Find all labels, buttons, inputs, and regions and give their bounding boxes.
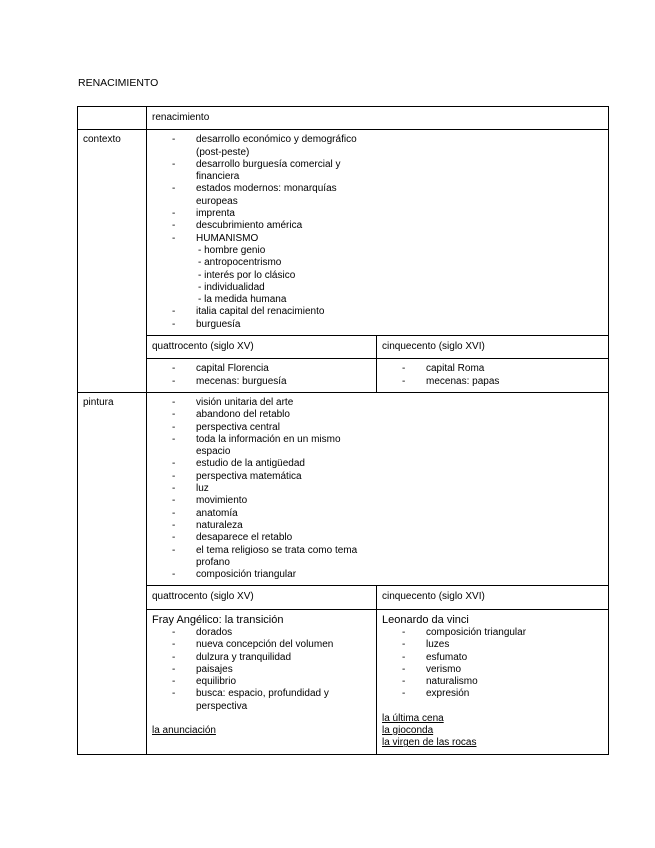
spacer xyxy=(382,701,603,713)
humanismo-label: HUMANISMO xyxy=(196,232,259,244)
contexto-row xyxy=(78,130,609,336)
pintura-cinquecento-header: cinquecento (siglo XVI) xyxy=(377,586,609,609)
list-item: - desarrollo económico y demográfico (post-peste) xyxy=(170,134,370,159)
list-item: - desaparece el retablo xyxy=(170,532,370,544)
pintura-label: pintura xyxy=(78,392,147,754)
list-item: - composición triangular xyxy=(170,569,370,581)
leonardo-list xyxy=(382,627,603,701)
list-item: - toda la información en un mismo espacio xyxy=(170,434,370,459)
list-item: - luzes xyxy=(400,639,603,651)
list-item: - movimiento xyxy=(170,495,370,507)
contexto-cinquecento-cell xyxy=(377,359,609,393)
artist-leonardo: Leonardo da vinci xyxy=(382,613,469,626)
sub-list-item: - antropocentrismo xyxy=(198,257,366,269)
empty-corner-cell xyxy=(78,107,147,130)
artwork-la-gioconda: la gioconda xyxy=(382,725,434,737)
list-item: - estudio de la antigüedad xyxy=(170,458,370,470)
contexto-label: contexto xyxy=(78,130,147,393)
list-item: - el tema religioso se trata como tema profano xyxy=(170,545,370,570)
sub-list-item: - individualidad xyxy=(198,282,366,294)
list-item: - equilibrio xyxy=(170,676,371,688)
list-item: - mecenas: papas xyxy=(400,376,603,388)
pintura-quattrocento-header: quattrocento (siglo XV) xyxy=(147,586,377,609)
list-item: - dorados xyxy=(170,627,371,639)
artwork-la-virgen-de-las-rocas: la virgen de las rocas xyxy=(382,737,477,749)
list-item: - anatomía xyxy=(170,508,370,520)
contexto-quattrocento-cell xyxy=(147,359,377,393)
list-item: - naturalismo xyxy=(400,676,603,688)
contexto-cinquecento-header: cinquecento (siglo XVI) xyxy=(377,336,609,359)
list-item: - desarrollo burguesía comercial y financiera xyxy=(170,159,370,184)
artist-fray-angelico: Fray Angélico: la transición xyxy=(152,613,284,626)
sub-list-item: - interés por lo clásico xyxy=(198,270,366,282)
pintura-content xyxy=(147,392,609,585)
pintura-list xyxy=(152,397,370,581)
list-item: - paisajes xyxy=(170,664,371,676)
pintura-quattrocento-cell xyxy=(147,609,377,754)
table-header-row xyxy=(78,107,609,130)
contexto-cinquecento-list xyxy=(382,363,603,388)
pintura-cinquecento-cell xyxy=(377,609,609,754)
contexto-content xyxy=(147,130,609,336)
contexto-quattrocento-list xyxy=(152,363,371,388)
artwork-la-anunciacion: la anunciación xyxy=(152,725,216,737)
contexto-list xyxy=(152,134,370,331)
sub-list-item: - la medida humana xyxy=(198,294,366,306)
fray-angelico-list xyxy=(152,627,371,713)
list-item: - mecenas: burguesía xyxy=(170,376,371,388)
list-item: - imprenta xyxy=(170,208,370,220)
list-item: - verismo xyxy=(400,664,603,676)
list-item: - perspectiva matemática xyxy=(170,471,370,483)
list-item: - capital Florencia xyxy=(170,363,371,375)
list-item: - italia capital del renacimiento xyxy=(170,306,370,318)
list-item: - burguesía xyxy=(170,319,370,331)
list-item: - naturaleza xyxy=(170,520,370,532)
artwork-la-ultima-cena: la última cena xyxy=(382,712,444,724)
document-title: RENACIMIENTO xyxy=(78,77,159,89)
humanismo-sublist xyxy=(196,245,366,306)
list-item: - estados modernos: monarquías europeas xyxy=(170,183,370,208)
list-item: - descubrimiento américa xyxy=(170,220,370,232)
list-item: - dulzura y tranquilidad xyxy=(170,652,371,664)
sub-list-item: - hombre genio xyxy=(198,245,366,257)
list-item: - busca: espacio, profundidad y perspectiva xyxy=(170,688,371,713)
list-item: - perspectiva central xyxy=(170,422,370,434)
list-item: - abandono del retablo xyxy=(170,409,370,421)
list-item: - nueva concepción del volumen xyxy=(170,639,371,651)
table-header: renacimiento xyxy=(147,107,609,130)
contexto-period-header-row xyxy=(78,336,609,359)
list-item: - esfumato xyxy=(400,652,603,664)
spacer xyxy=(152,713,371,725)
list-item: - composición triangular xyxy=(400,627,603,639)
renaissance-table xyxy=(77,106,609,755)
pintura-period-header-row xyxy=(78,586,609,609)
list-item: - capital Roma xyxy=(400,363,603,375)
pintura-row xyxy=(78,392,609,585)
list-item: - luz xyxy=(170,483,370,495)
contexto-quattrocento-header: quattrocento (siglo XV) xyxy=(147,336,377,359)
pintura-period-row xyxy=(78,609,609,754)
list-item-humanismo xyxy=(170,233,370,307)
contexto-period-row xyxy=(78,359,609,393)
list-item: - visión unitaria del arte xyxy=(170,397,370,409)
list-item: - expresión xyxy=(400,688,603,700)
